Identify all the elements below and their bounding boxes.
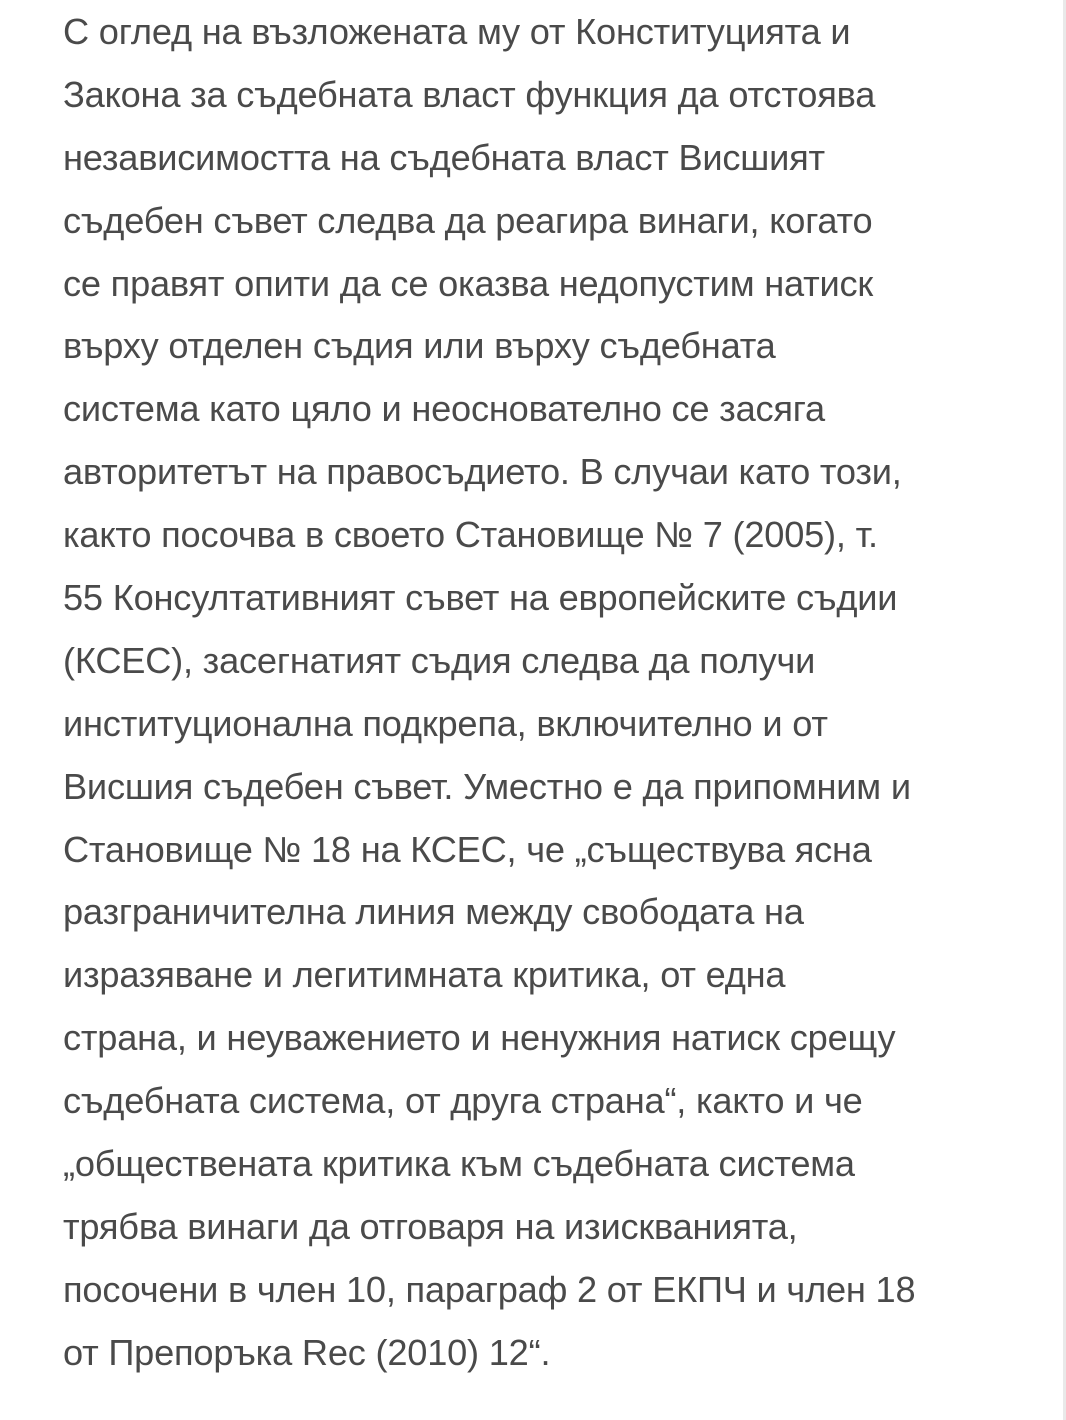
text-line: независимостта на съдебната власт Висшият [63, 136, 825, 178]
text-line: (КСЕС), засегнатият съдия следва да получи [63, 639, 816, 681]
text-line: система като цяло и неоснователно се засяга [63, 388, 825, 430]
text-line: изразяване и легитимната критика, от една [63, 954, 786, 996]
text-line: 55 Консултативният съвет на европейските съдии [63, 577, 898, 619]
text-line: съдебен съвет следва да реагира винаги, когато [63, 199, 873, 241]
text-line: авторитетът на правосъдието. В случаи като този, [63, 451, 902, 493]
text-line: съдебната система, от друга страна“, както и че [63, 1080, 863, 1122]
article-paragraph [63, 4, 1023, 1388]
text-line: „обществената критика към съдебната система [63, 1143, 855, 1185]
text-line: както посочва в своето Становище № 7 (2005), т. [63, 514, 878, 556]
text-line: върху отделен съдия или върху съдебната [63, 325, 776, 367]
text-line: от Препоръка Rec (2010) 12“. [63, 1331, 551, 1373]
text-line: Становище № 18 на КСЕС, че „съществува ясна [63, 828, 872, 870]
text-line: разграничителна линия между свободата на [63, 891, 804, 933]
text-line: Закона за съдебната власт функция да отстоява [63, 73, 876, 115]
text-line: страна, и неуважението и ненужния натиск срещу [63, 1017, 896, 1059]
text-line: С оглед на възложената му от Конституцията и [63, 11, 851, 52]
text-line: се правят опити да се оказва недопустим натиск [63, 262, 874, 304]
text-line: Висшия съдебен съвет. Уместно е да припомним и [63, 765, 911, 807]
text-line: институционална подкрепа, включително и от [63, 702, 828, 744]
text-line: трябва винаги да отговаря на изискванията, [63, 1205, 798, 1247]
text-line: посочени в член 10, параграф 2 от ЕКПЧ и член 18 [63, 1268, 916, 1310]
